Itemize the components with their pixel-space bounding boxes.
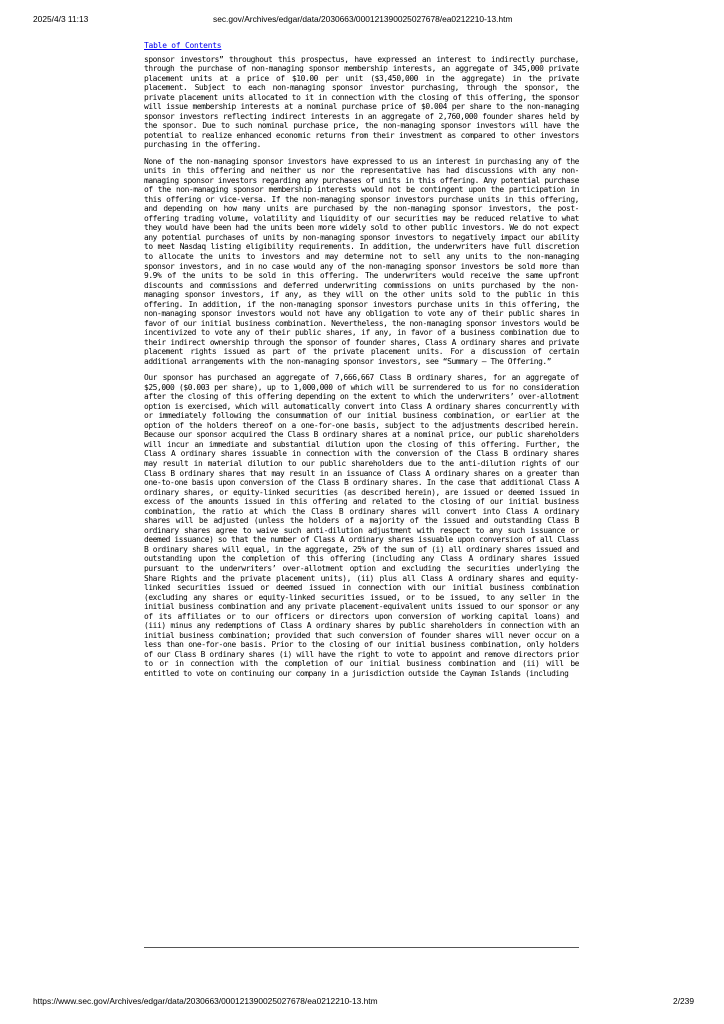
paragraph-1: sponsor investors” throughout this prospectus, have expressed an interest to indirectly purchase, through the purchase of non-managing sponsor membership interests, an aggregate of 345,000 private placement units at a price of $10.00 per unit ($3,450,000 in the aggregate) in the private placement. Subject to each non-managing sponsor investor purchasing, through the sponsor, the private placement units allocated to it in connection with the closing of this offering, the sponsor will issue membership interests at a nominal purchase price of $0.004 per share to the non-managing sponsor investors reflecting indirect interests in an aggregate of 2,760,000 founder shares held by the sponsor. Due to such nominal purchase price, the non-managing sponsor investors will have the potential to realize enhanced economic returns from their investment as compared to other investors purchasing in the offering. <box>144 54 579 150</box>
paragraph-3: Our sponsor has purchased an aggregate of 7,666,667 Class B ordinary shares, for an aggregate of $25,000 ($0.003 per share), up to 1,000,000 of which will be surrendered to us for no consideration after the closing of this offering depending on the extent to which the underwriters’ over-allotment option is exercised, which will automatically convert into Class A ordinary shares concurrently with or immediately following the consummation of our initial business combination, or earlier at the option of the holders thereof on a one-for-one basis, subject to the adjustments described herein. Because our sponsor acquired the Class B ordinary shares at a nominal price, our public shareholders will incur an immediate and substantial dilution upon the closing of this offering. Further, the Class A ordinary shares issuable in connection with the conversion of the Class B ordinary shares may result in material dilution to our public shareholders due to the anti-dilution rights of our Class B ordinary shares that may result in an issuance of Class A ordinary shares on a greater than one-to-one basis upon conversion of the Class B ordinary shares. In the case that additional Class A ordinary shares, or equity-linked securities (as described herein), are issued or deemed issued in excess of the amounts issued in this offering and related to the closing of our initial business combination, the ratio at which the Class B ordinary shares will convert into Class A ordinary shares will be adjusted (unless the holders of a majority of the issued and outstanding Class B ordinary shares agree to waive such anti-dilution adjustment with respect to any such issuance or deemed issuance) so that the number of Class A ordinary shares issuable upon conversion of all Class B ordinary shares will equal, in the aggregate, 25% of the sum of (i) all ordinary shares issued and outstanding upon the completion of this offering (including any Class A ordinary shares issued pursuant to the underwriters’ over-allotment option and excluding the securities underlying the Share Rights and the private placement units), (ii) plus all Class A ordinary shares and equity-linked securities issued or deemed issued in connection with our initial business combination (excluding any shares or equity-linked securities issued, or to be issued, to any seller in the initial business combination and any private placement-equivalent units issued to our sponsor or any of its affiliates or to our officers or directors upon conversion of working capital loans) and (iii) minus any redemptions of Class A ordinary shares by public shareholders in connection with an initial business combination; provided that such conversion of founder shares will never occur on a less than one-for-one basis. Prior to the closing of our initial business combination, only holders of our Class B ordinary shares (i) will have the right to vote to appoint and remove directors prior to or in connection with the completion of our initial business combination and (ii) will be entitled to vote on continuing our company in a jurisdiction outside the Cayman Islands (including <box>144 373 579 678</box>
print-url: https://www.sec.gov/Archives/edgar/data/2030663/000121390025027678/ea0212210-13.htm <box>33 996 378 1006</box>
page-divider <box>144 947 579 948</box>
print-page-number: 2/239 <box>673 996 694 1006</box>
print-page-title: sec.gov/Archives/edgar/data/2030663/000121390025027678/ea0212210-13.htm <box>213 14 513 24</box>
print-datetime: 2025/4/3 11:13 <box>33 14 89 24</box>
paragraph-2: None of the non-managing sponsor investors have expressed to us an interest in purchasing any of the units in this offering and neither us nor the representative has had discussions with any non-managing sponsor investors regarding any purchases of units in this offering. Any potential purchase of the non-managing sponsor membership interests would not be contingent upon the participation in this offering or vice-versa. If the non-managing sponsor investors purchase units in this offering, and depending on how many units are purchased by the non-managing sponsor investors, the post-offering trading volume, volatility and liquidity of our securities may be reduced relative to what they would have been had the units been more widely sold to other public investors. We do not expect any potential purchases of units by non-managing sponsor investors to negatively impact our ability to meet Nasdaq listing eligibility requirements. In addition, the underwriters have full discretion to allocate the units to investors and may determine not to sell any units to the non-managing sponsor investors, and in no case would any of the non-managing sponsor investors be sold more than 9.9% of the units to be sold in this offering. The underwriters would receive the same upfront discounts and commissions and deferred underwriting commissions on units purchased by the non-managing sponsor investors, if any, as they will on the other units sold to the public in this offering. In addition, if the non-managing sponsor investors purchase units in this offering, the non-managing sponsor investors would not have any obligation to vote any of their public shares in favor of our initial business combination. Nevertheless, the non-managing sponsor investors would be incentivized to vote any of their public shares, if any, in favor of a business combination due to their indirect ownership through the sponsor of founder shares, Class A ordinary shares and private placement rights issued as part of the private placement units. For a discussion of certain additional arrangements with the non-managing sponsor investors, see “Summary — The Offering.” <box>144 156 579 366</box>
table-of-contents-link[interactable]: Table of Contents <box>144 41 222 50</box>
document-body <box>144 41 579 685</box>
